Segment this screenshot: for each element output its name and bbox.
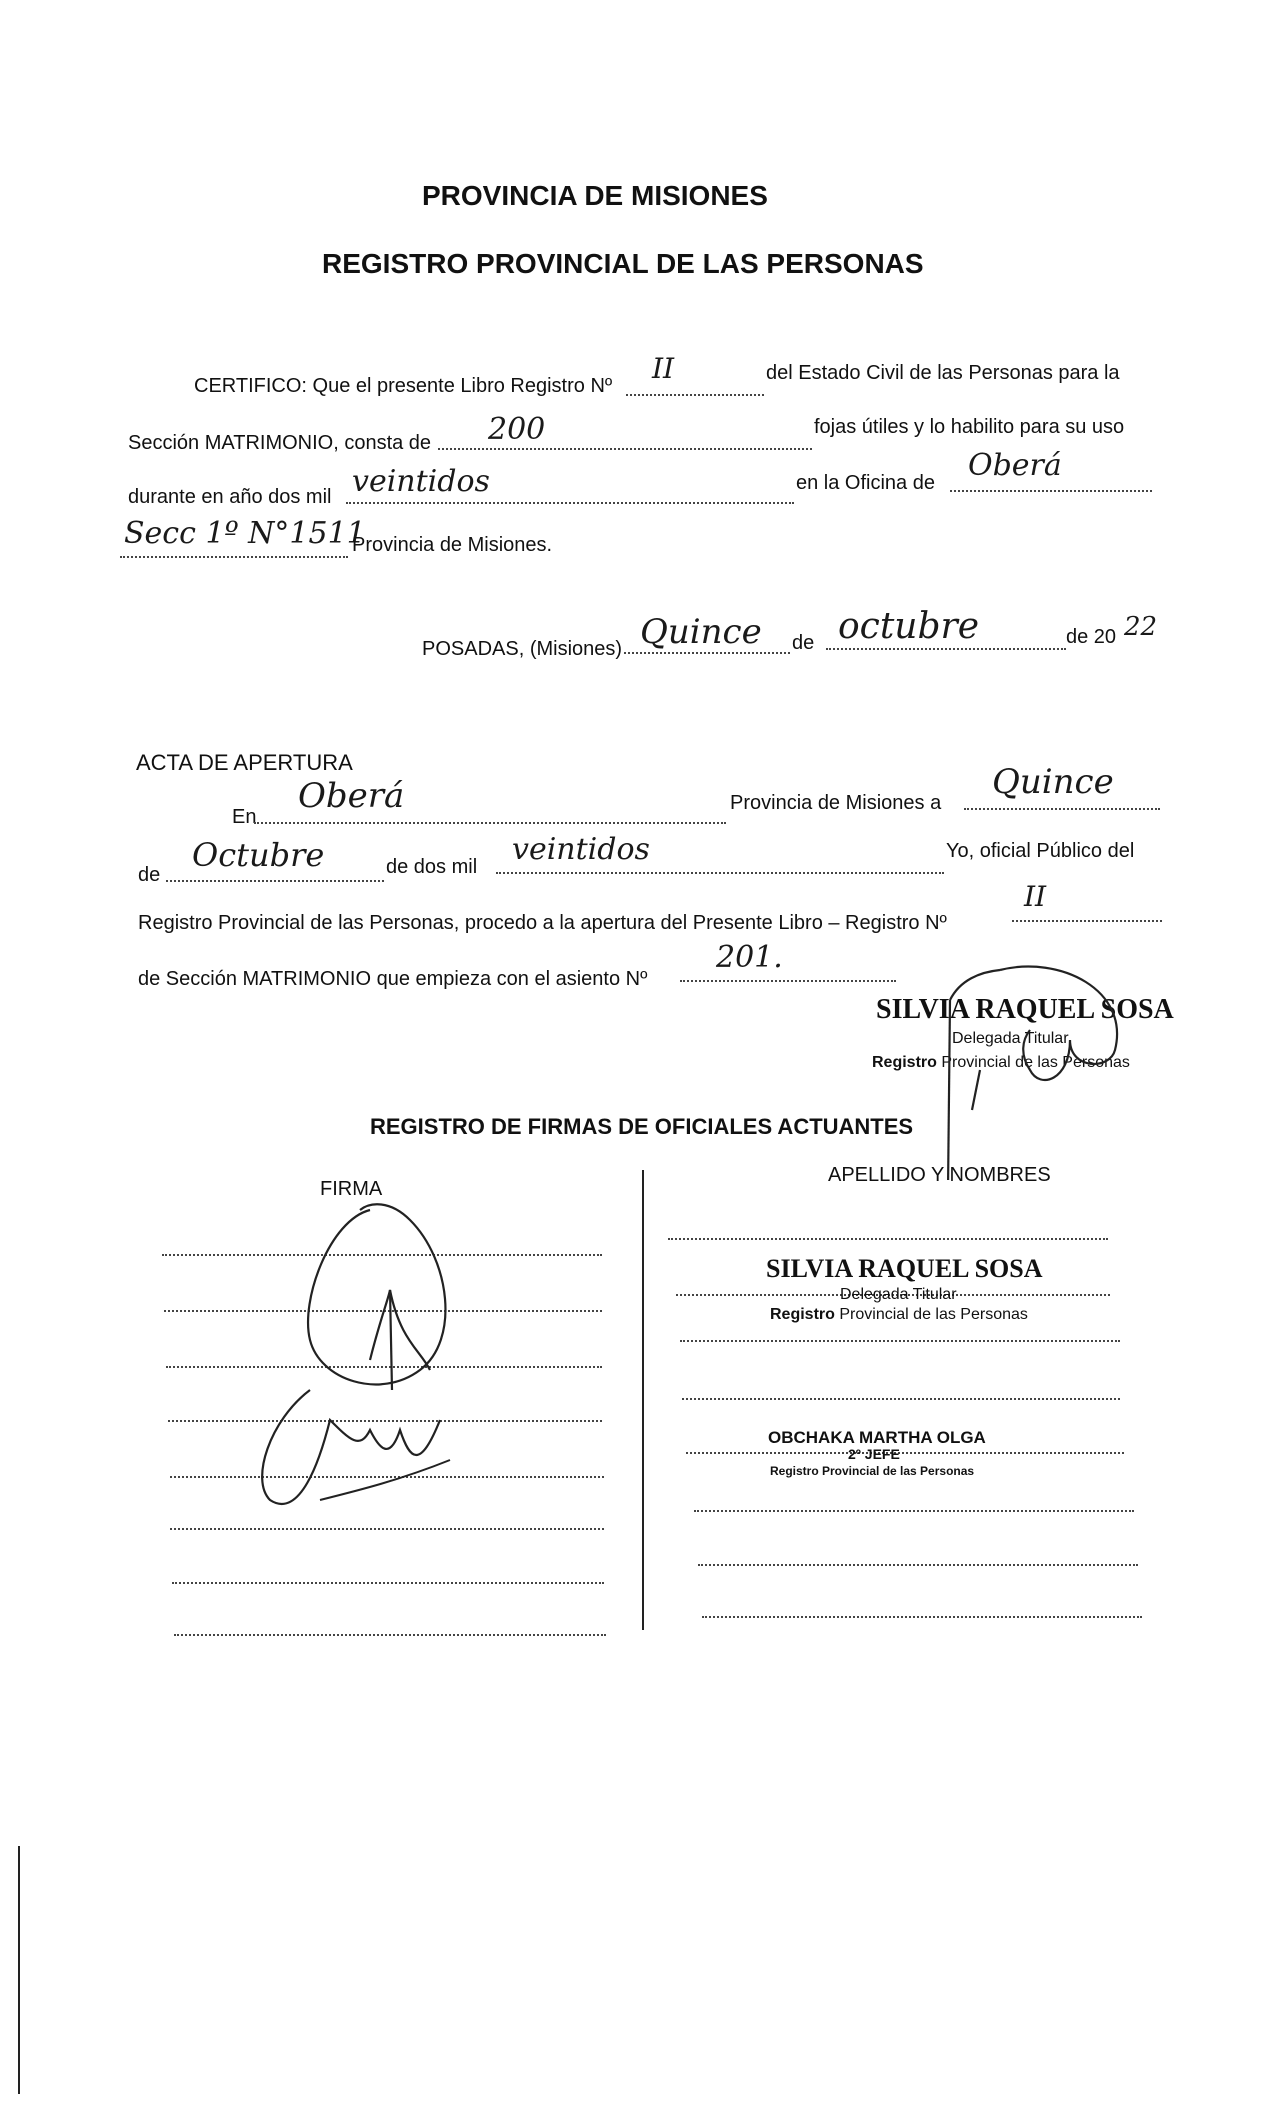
cert-line4-suffix: Provincia de Misiones. [352,534,553,556]
cert-year-handwritten: veintidos [352,464,490,499]
date-de1: de [792,632,815,654]
entry1-name: SILVIA RAQUEL SOSA [766,1254,1043,1283]
acta-year-handwritten: veintidos [512,832,650,867]
entry1-role: Delegada Titular [840,1286,957,1303]
acta-number-handwritten: 201. [716,940,783,975]
acta-l4-text: de Sección MATRIMONIO que empieza con el asiento Nº [138,968,648,990]
col-firma-label: FIRMA [320,1178,383,1200]
firma-signature-2 [240,1380,460,1520]
margin-line [18,1846,20,2094]
acta-book-handwritten: II [1024,880,1047,913]
stamp-org: Registro Provincial de las Personas [872,1054,1130,1071]
cert-line1-suffix: del Estado Civil de las Personas para la [766,362,1120,384]
date-year-handwritten: 22 [1124,612,1158,642]
cert-book-handwritten: II [652,352,675,385]
acta-l2-suffix: Yo, oficial Público del [946,840,1135,862]
top-signature [940,960,1140,1180]
date-de2: de 20 [1066,626,1117,648]
cert-line3-mid: en la Oficina de [796,472,935,494]
firma-signature-1 [270,1190,470,1410]
cert-pages-handwritten: 200 [488,412,546,447]
cert-office-handwritten: Oberá [968,448,1062,483]
stamp-role: Delegada Titular [952,1030,1069,1047]
signatures-heading: REGISTRO DE FIRMAS DE OFICIALES ACTUANTES [370,1114,914,1139]
entry2-name: OBCHAKA MARTHA OLGA [768,1428,986,1447]
acta-l3-text: Registro Provincial de las Personas, procedo a la apertura del Presente Libro – Registro Nº [138,912,947,934]
acta-l2-prefix: de [138,864,161,886]
cert-line2-suffix: fojas útiles y lo habilito para su uso [814,416,1125,438]
acta-l2-mid: de dos mil [386,856,478,878]
acta-heading: ACTA DE APERTURA [136,750,353,775]
cert-section-handwritten: Secc 1º N°1511 [124,516,366,551]
entry1-org: Registro Provincial de las Personas [770,1306,1028,1323]
document-title: PROVINCIA DE MISIONES [422,180,768,211]
acta-month-handwritten: Octubre [192,836,325,874]
date-month-handwritten: octubre [838,606,980,647]
cert-line3-prefix: durante en año dos mil [128,486,332,508]
date-prefix: POSADAS, (Misiones) [422,638,623,660]
acta-day-handwritten: Quince [992,762,1114,802]
column-divider [642,1170,644,1630]
entry2-role: 2º JEFE [848,1446,900,1462]
cert-line1-prefix: CERTIFICO: Que el presente Libro Registro Nº [194,375,613,397]
stamp-name: SILVIA RAQUEL SOSA [876,994,1174,1025]
document-subtitle: REGISTRO PROVINCIAL DE LAS PERSONAS [322,248,924,279]
acta-l1-mid: Provincia de Misiones a [730,792,942,814]
acta-place-handwritten: Oberá [298,776,405,816]
entry2-org: Registro Provincial de las Personas [770,1464,975,1478]
cert-line2-prefix: Sección MATRIMONIO, consta de [128,432,432,454]
acta-l1-prefix: En [232,806,257,828]
date-day-handwritten: Quince [640,612,762,652]
col-nombres-label: APELLIDO Y NOMBRES [828,1164,1051,1186]
